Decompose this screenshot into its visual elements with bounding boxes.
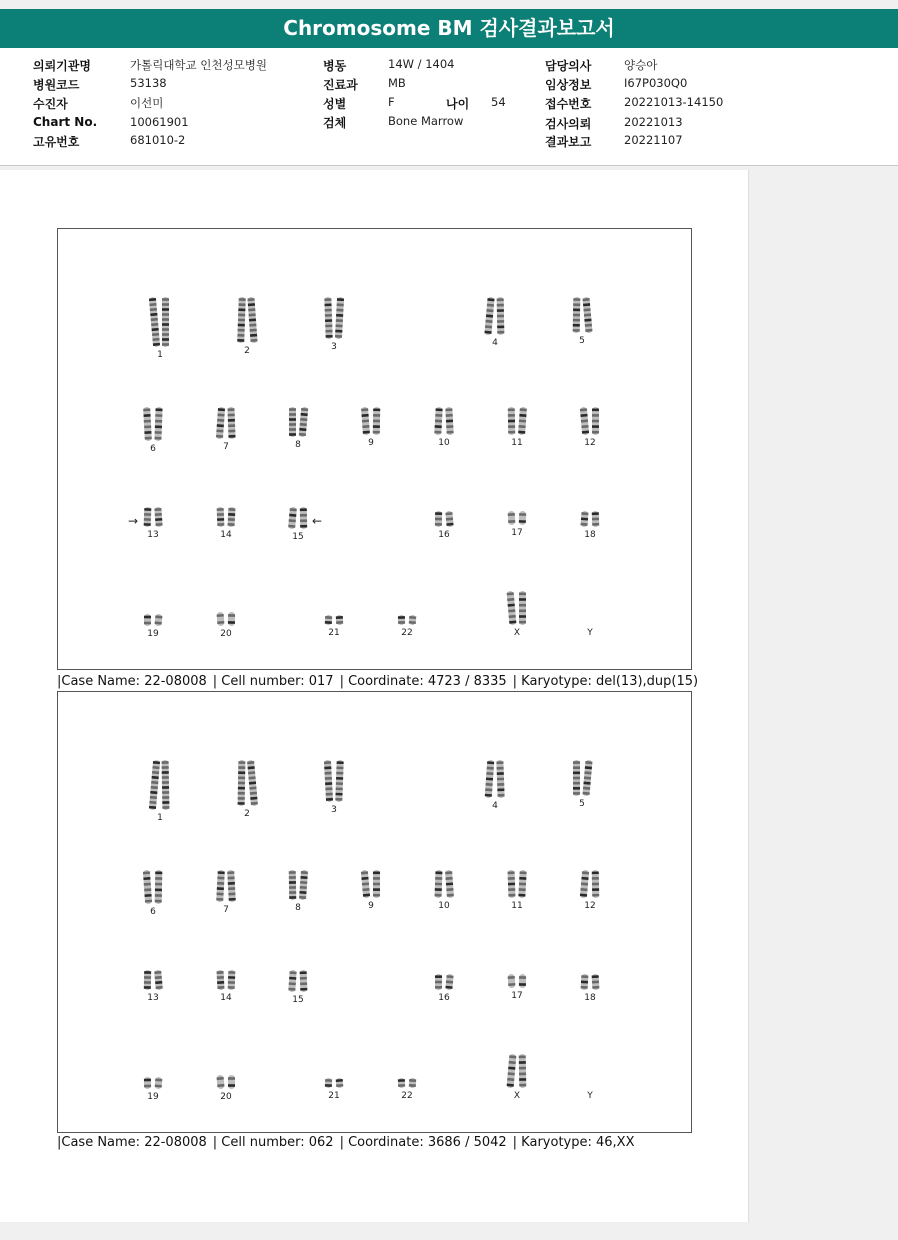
report-label: 결과보고 — [545, 135, 592, 149]
chromosome-pair-12 — [570, 870, 610, 911]
chromosome-image — [278, 970, 318, 992]
request-label: 검사의뢰 — [545, 117, 592, 131]
abnormality-arrow-13: → — [128, 514, 139, 528]
chromosome-image — [497, 511, 537, 525]
chromosome-image — [206, 870, 246, 902]
id-label: 고유번호 — [33, 135, 80, 149]
chromosome-image — [206, 407, 246, 439]
karyotype: | Karyotype: del(13),dup(15) — [512, 674, 699, 689]
chromosome-image — [424, 511, 464, 527]
chromosome-label: 1 — [157, 350, 163, 360]
chromosome-label: X — [513, 628, 521, 638]
chromosome-pair-7 — [206, 870, 246, 915]
chromosome-label: 8 — [295, 440, 301, 450]
accession-value: 20221013-14150 — [624, 95, 724, 109]
chromosome-label: 10 — [438, 901, 450, 911]
abnormality-arrow-15: ← — [312, 514, 323, 528]
sex-label: 성별 — [323, 97, 347, 111]
chromosome-pair-9 — [351, 407, 391, 448]
chromosome-image — [570, 974, 610, 990]
accession-label: 접수번호 — [545, 97, 592, 111]
chromosome-label: 12 — [584, 438, 596, 448]
chromosome-image — [133, 407, 173, 441]
age-value: 54 — [491, 95, 506, 109]
chromosome-label: 20 — [220, 629, 232, 639]
chromosome-label: 2 — [244, 809, 250, 819]
chromosome-label: 7 — [223, 442, 229, 452]
karyotype: | Karyotype: 46,XX — [512, 1135, 635, 1150]
chromosome-label: 21 — [328, 1091, 340, 1101]
chromosome-pair-11 — [497, 870, 537, 911]
chromosome-pair-6 — [133, 407, 173, 454]
chromosome-image — [570, 511, 610, 527]
chromosome-image — [278, 407, 318, 437]
chromosome-pair-11 — [497, 407, 537, 448]
chromosome-image — [570, 870, 610, 898]
chromosome-image — [314, 760, 354, 802]
chromosome-pair-3 — [314, 297, 354, 352]
chromosome-pair-22 — [387, 1078, 427, 1101]
chromosome-image — [133, 507, 173, 527]
specimen-label: 검체 — [323, 116, 347, 130]
chromosome-label: 15 — [292, 995, 304, 1005]
chromosome-pair-16 — [424, 511, 464, 540]
chromosome-label: 11 — [511, 901, 523, 911]
chromosome-pair-1 — [140, 760, 180, 823]
patient-info — [0, 48, 898, 166]
chromosome-image — [133, 1077, 173, 1089]
dept-label: 진료과 — [323, 78, 358, 92]
chromosome-image — [314, 615, 354, 625]
chromosome-image — [206, 612, 246, 626]
doctor-label: 담당의사 — [545, 59, 592, 73]
chromosome-label: 15 — [292, 532, 304, 542]
chromosome-image — [351, 870, 391, 898]
chromosome-pair-10 — [424, 407, 464, 448]
chromosome-image — [562, 297, 602, 333]
chromosome-image — [206, 507, 246, 527]
chromosome-label: 13 — [147, 993, 159, 1003]
chromosome-pair-17 — [497, 974, 537, 1001]
ward-label: 병동 — [323, 59, 347, 73]
chromosome-pair-8 — [278, 407, 318, 450]
chromosome-label: 21 — [328, 628, 340, 638]
chromosome-label: 9 — [368, 901, 374, 911]
chart-value: 10061901 — [130, 115, 189, 129]
chromosome-label: 6 — [150, 907, 156, 917]
chromosome-image — [497, 974, 537, 988]
chromosome-image — [140, 297, 180, 347]
chromosome-label: 4 — [492, 801, 498, 811]
report-title: Chromosome BM 검사결과보고서 — [0, 9, 898, 48]
clinical-label: 임상정보 — [545, 78, 592, 92]
chromosome-image — [387, 1078, 427, 1088]
chromosome-label: 5 — [579, 799, 585, 809]
chromosome-label: 6 — [150, 444, 156, 454]
chromosome-pair-8 — [278, 870, 318, 913]
chromosome-label: 12 — [584, 901, 596, 911]
chromosome-pair-19 — [133, 1077, 173, 1102]
chromosome-image — [570, 407, 610, 435]
chromosome-image — [497, 870, 537, 898]
cell-number: | Cell number: 062 — [212, 1135, 334, 1150]
chromosome-image — [424, 870, 464, 898]
chromosome-image — [497, 1054, 537, 1088]
chromosome-pair-1 — [140, 297, 180, 360]
id-value: 681010-2 — [130, 133, 186, 147]
chromosome-image — [227, 297, 267, 343]
hospital-label: 의뢰기관명 — [33, 59, 91, 73]
chromosome-pair-22 — [387, 615, 427, 638]
patient-label: 수진자 — [33, 97, 68, 111]
chromosome-label: 10 — [438, 438, 450, 448]
chromosome-label: 1 — [157, 813, 163, 823]
chromosome-image — [278, 870, 318, 900]
patient-value: 이선미 — [130, 96, 164, 110]
chromosome-image — [351, 407, 391, 435]
chromosome-pair-9 — [351, 870, 391, 911]
chromosome-label: 16 — [438, 993, 450, 1003]
karyogram-2 — [57, 691, 692, 1133]
chromosome-pair-7 — [206, 407, 246, 452]
chromosome-label: 18 — [584, 530, 596, 540]
chromosome-pair-Y — [570, 1076, 610, 1101]
chromosome-pair-10 — [424, 870, 464, 911]
chromosome-pair-X — [497, 1054, 537, 1101]
chromosome-image — [206, 970, 246, 990]
chromosome-pair-15 — [278, 970, 318, 1005]
chromosome-image — [497, 407, 537, 435]
chromosome-image — [562, 760, 602, 796]
chromosome-label: 17 — [511, 991, 523, 1001]
chromosome-label: 9 — [368, 438, 374, 448]
chromosome-image — [424, 974, 464, 990]
chromosome-label: 20 — [220, 1092, 232, 1102]
coordinate: | Coordinate: 3686 / 5042 — [339, 1135, 507, 1150]
chromosome-image — [133, 970, 173, 990]
chromosome-label: 18 — [584, 993, 596, 1003]
chromosome-image — [314, 297, 354, 339]
chromosome-label: 14 — [220, 993, 232, 1003]
chromosome-pair-17 — [497, 511, 537, 538]
chromosome-pair-6 — [133, 870, 173, 917]
chromosome-pair-2 — [227, 760, 267, 819]
cell-number: | Cell number: 017 — [212, 674, 334, 689]
case-name: |Case Name: 22-08008 — [57, 1135, 207, 1150]
ward-value: 14W / 1404 — [388, 57, 455, 71]
chromosome-pair-13 — [133, 507, 173, 540]
karyogram-2-caption — [57, 1135, 640, 1150]
chromosome-pair-21 — [314, 615, 354, 638]
chromosome-pair-21 — [314, 1078, 354, 1101]
chromosome-image — [387, 615, 427, 625]
chromosome-label: 5 — [579, 336, 585, 346]
code-value: 53138 — [130, 76, 167, 90]
chromosome-label: 7 — [223, 905, 229, 915]
chromosome-image — [424, 407, 464, 435]
chromosome-pair-2 — [227, 297, 267, 356]
chromosome-pair-13 — [133, 970, 173, 1003]
chromosome-image — [133, 614, 173, 626]
hospital-value: 가톨릭대학교 인천성모병원 — [130, 58, 267, 72]
chromosome-label: Y — [587, 628, 593, 638]
chromosome-pair-18 — [570, 974, 610, 1003]
chromosome-image — [497, 591, 537, 625]
chromosome-label: 3 — [331, 805, 337, 815]
chromosome-image — [475, 297, 515, 335]
chromosome-image — [133, 870, 173, 904]
doctor-value: 양승아 — [624, 58, 658, 72]
chromosome-pair-12 — [570, 407, 610, 448]
chromosome-pair-4 — [475, 297, 515, 348]
chromosome-label: 4 — [492, 338, 498, 348]
chromosome-label: 22 — [401, 628, 413, 638]
coordinate: | Coordinate: 4723 / 8335 — [339, 674, 507, 689]
report-value: 20221107 — [624, 133, 683, 147]
chromosome-label: 22 — [401, 1091, 413, 1101]
chromosome-pair-19 — [133, 614, 173, 639]
request-value: 20221013 — [624, 115, 683, 129]
karyogram-1 — [57, 228, 692, 670]
chromosome-pair-14 — [206, 507, 246, 540]
case-name: |Case Name: 22-08008 — [57, 674, 207, 689]
chromosome-pair-5 — [562, 297, 602, 346]
chromosome-label: 8 — [295, 903, 301, 913]
specimen-value: Bone Marrow — [388, 114, 464, 128]
clinical-value: I67P030Q0 — [624, 76, 688, 90]
age-label: 나이 — [446, 97, 470, 111]
chromosome-image — [140, 760, 180, 810]
chromosome-label: 11 — [511, 438, 523, 448]
chromosome-label: 13 — [147, 530, 159, 540]
chromosome-pair-20 — [206, 612, 246, 639]
chromosome-label: 3 — [331, 342, 337, 352]
chromosome-label: Y — [587, 1091, 593, 1101]
dept-value: MB — [388, 76, 406, 90]
karyogram-1-caption — [57, 674, 704, 689]
chromosome-pair-4 — [475, 760, 515, 811]
chromosome-label: 2 — [244, 346, 250, 356]
chromosome-image — [227, 760, 267, 806]
chromosome-pair-20 — [206, 1075, 246, 1102]
report-page — [0, 170, 749, 1222]
chromosome-label: 17 — [511, 528, 523, 538]
chromosome-label: 14 — [220, 530, 232, 540]
chromosome-label: 16 — [438, 530, 450, 540]
chromosome-image — [206, 1075, 246, 1089]
chromosome-label: X — [513, 1091, 521, 1101]
chromosome-pair-5 — [562, 760, 602, 809]
chromosome-pair-X — [497, 591, 537, 638]
code-label: 병원코드 — [33, 78, 80, 92]
chromosome-pair-3 — [314, 760, 354, 815]
chromosome-image — [475, 760, 515, 798]
chromosome-pair-18 — [570, 511, 610, 540]
chromosome-label: 19 — [147, 1092, 159, 1102]
chromosome-label: 19 — [147, 629, 159, 639]
sex-value: F — [388, 95, 395, 109]
chromosome-pair-Y — [570, 613, 610, 638]
chart-label: Chart No. — [33, 115, 98, 129]
chromosome-pair-14 — [206, 970, 246, 1003]
chromosome-pair-16 — [424, 974, 464, 1003]
chromosome-image — [314, 1078, 354, 1088]
